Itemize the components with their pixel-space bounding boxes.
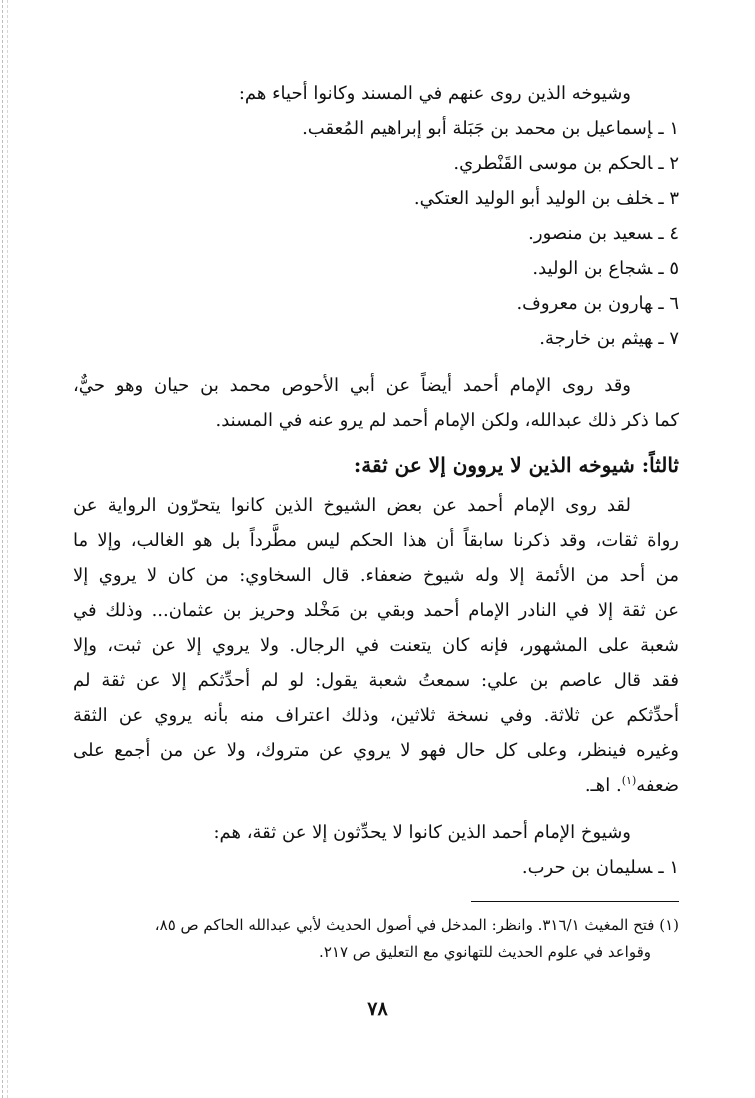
paragraph-line: أحدِّثكم عن ثلاثة. وفي نسخة ثلاثين، وذلك اعتراف منه بأنه يروي عن الثقة (73, 705, 679, 726)
paragraph-line: لقد روى الإمام أحمد عن بعض الشيوخ الذين كانوا يتحرّون الرواية عن (73, 495, 631, 516)
trusted-teachers-list (73, 850, 679, 885)
list-item: ٧ ـهيثم بن خارجة. (539, 328, 679, 349)
intro-line: وشيوخه الذين روى عنهم في المسند وكانوا أحياء هم: (238, 83, 631, 104)
paragraph-2 (73, 488, 679, 803)
section-heading: ثالثاً: شيوخه الذين لا يروون إلا عن ثقة: (353, 453, 679, 477)
paragraph-line: وغيره فينظر، وعلى كل حال فهو لا يروي عن متروك، ولا عن من أجمع على (73, 740, 680, 761)
list-item: ٣ ـخلف بن الوليد أبو الوليد العتكي. (413, 188, 679, 209)
scan-edge-line (2, 0, 4, 1098)
paragraph-line: من أحد من الأئمة إلا وله شيوخ ضعفاء. قال السخاوي: من كان لا يروي إلا (73, 565, 679, 586)
page-number: ٧٨ (367, 998, 388, 1020)
footnote-divider (471, 901, 679, 902)
scan-edge-line (7, 0, 9, 1098)
main-text (73, 76, 679, 885)
paragraph-line: شعبة على المشهور، فإنه كان يتعنت في الرجال. ولا يروي إلا عن ثبت، وإلا (73, 635, 679, 656)
paragraph-line: وقد روى الإمام أحمد أيضاً عن أبي الأحوص محمد بن حيان وهو حيٌّ، (73, 375, 631, 396)
footnote-line: وقواعد في علوم الحديث للتهانوي مع التعليق ص ٢١٧. (319, 943, 651, 961)
paragraph-1 (73, 368, 679, 438)
footnote-line: (١) فتح المغيث ٣١٦/١. وانظر: المدخل في أصول الحديث لأبي عبدالله الحاكم ص ٨٥، (154, 916, 679, 934)
intro-line-2: وشيوخ الإمام أحمد الذين كانوا لا يحدِّثون إلا عن ثقة، هم: (213, 822, 631, 843)
paragraph-line: فقد قال عاصم بن علي: سمعتُ شعبة يقول: لو لم أحدِّثكم إلا عن ثقة لم (73, 670, 679, 691)
list-item: ٥ ـشجاع بن الوليد. (532, 258, 679, 279)
footnote-marker: (١) (621, 774, 637, 787)
list-item: ١ ـإسماعيل بن محمد بن جَبَلة أبو إبراهيم المُعقب. (302, 118, 679, 139)
paragraph-line: عن ثقة إلا في النادر الإمام أحمد وبقي بن مَخْلد وحريز بن عثمان... وذلك في (73, 600, 679, 621)
teachers-list (73, 111, 679, 356)
list-item: ٦ ـهارون بن معروف. (516, 293, 679, 314)
list-item: ٤ ـسعيد بن منصور. (528, 223, 679, 244)
paragraph-line: رواة ثقات، وقد ذكرنا سابقاً أن هذا الحكم ليس مطَّرداً بل هو الغالب، وإلا ما (73, 530, 679, 551)
paragraph-line: كما ذكر ذلك عبدالله، ولكن الإمام أحمد لم يرو عنه في المسند. (215, 410, 679, 431)
list-item: ٢ ـالحكم بن موسى القَنْطري. (453, 153, 679, 174)
list-item: ١ ـسليمان بن حرب. (521, 857, 679, 878)
paragraph-line: ضعفه$^{(١)}$. اهـ. (584, 774, 679, 796)
footnote (73, 912, 679, 966)
